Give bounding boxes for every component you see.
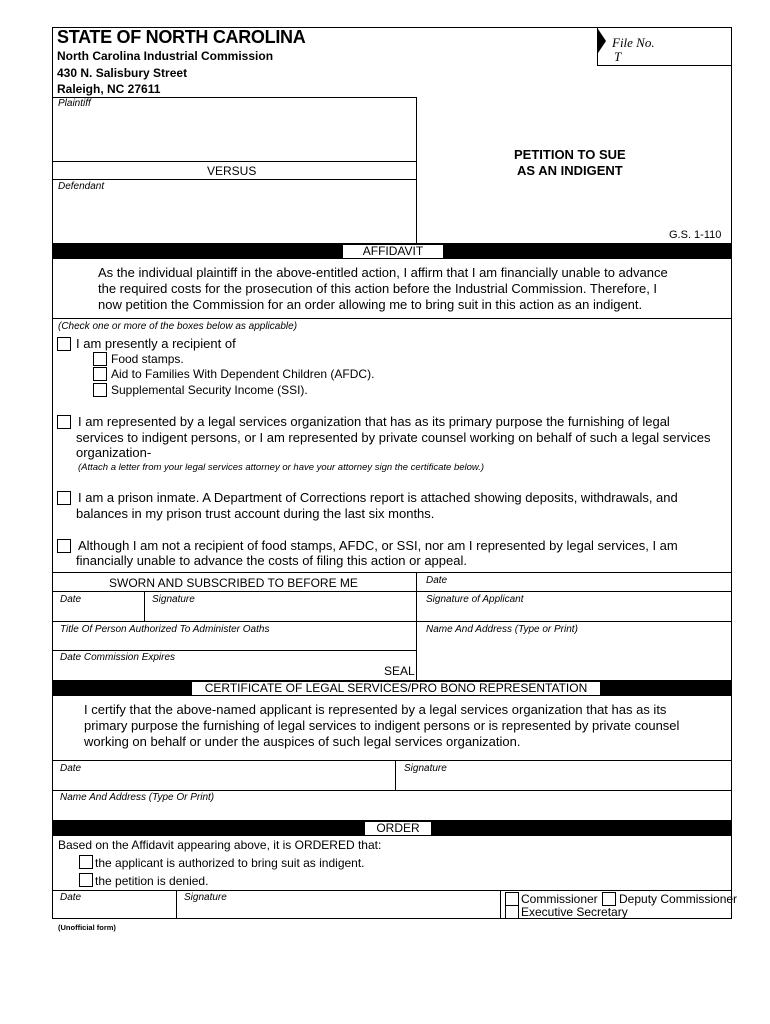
petition-title-line1: PETITION TO SUE (514, 147, 626, 162)
applicant-date-label: Date (426, 575, 448, 586)
defendant-label: Defendant (58, 181, 105, 192)
sworn-date-label: Date (60, 594, 82, 605)
plaintiff-field[interactable] (53, 110, 416, 160)
certificate-line-2: primary purpose the furnishing of legal services to indigent persons or is represented by private counsel (84, 718, 680, 733)
order-date-label: Date (60, 892, 82, 903)
check-instruction: (Check one or more of the boxes below as applicable) (58, 321, 298, 332)
commissioner-checkbox[interactable] (505, 892, 519, 906)
affidavit-heading: AFFIDAVIT (342, 244, 444, 259)
file-no-label: File No. (612, 35, 655, 50)
authorized-checkbox[interactable] (79, 855, 93, 869)
affidavit-intro-1: As the individual plaintiff in the above-entitled action, I affirm that I am financially unable to advance (98, 265, 668, 280)
order-signature-label: Signature (184, 892, 227, 903)
represented-checkbox[interactable] (57, 415, 71, 429)
order-heading: ORDER (364, 821, 432, 836)
file-no-value: T (614, 49, 622, 64)
commission-city: Raleigh, NC 27611 (57, 82, 161, 96)
represented-line-1: I am represented by a legal services organization that has as its primary purpose the furnishing of legal (78, 414, 670, 429)
sworn-signature-label: Signature (152, 594, 195, 605)
other-checkbox[interactable] (57, 539, 71, 553)
ssi-checkbox[interactable] (93, 383, 107, 397)
food-stamps-label: Food stamps. (111, 352, 184, 366)
certificate-name-address-label: Name And Address (Type Or Print) (60, 792, 215, 803)
affidavit-intro-3: now petition the Commission for an order allowing me to bring suit in this action as an indigent. (98, 297, 643, 312)
certificate-heading: CERTIFICATE OF LEGAL SERVICES/PRO BONO REPRESENTATION (191, 681, 601, 696)
petition-title-line2: AS AN INDIGENT (517, 163, 623, 178)
state-title: STATE OF NORTH CAROLINA (57, 27, 306, 47)
versus-label: VERSUS (207, 164, 257, 178)
title-person-label: Title Of Person Authorized To Administer Oaths (60, 624, 270, 635)
applicant-name-address-label: Name And Address (Type or Print) (426, 624, 578, 635)
recipient-checkbox[interactable] (57, 337, 71, 351)
other-line-1: Although I am not a recipient of food stamps, AFDC, or SSI, nor am I represented by legal services, I am (78, 538, 678, 553)
denied-label: the petition is denied. (95, 874, 209, 888)
certificate-date-label: Date (60, 763, 82, 774)
represented-line-3: organization- (76, 445, 152, 460)
unofficial-form-note: (Unofficial form) (58, 923, 116, 932)
sworn-heading: SWORN AND SUBSCRIBED TO BEFORE ME (109, 576, 358, 590)
other-line-2: financially unable to advance the costs of filing this action or appeal. (76, 553, 467, 568)
certificate-line-1: I certify that the above-named applicant is represented by a legal services organization that has as its (84, 702, 667, 717)
certificate-line-3: working on behalf or under the auspices of such legal services organization. (84, 734, 521, 749)
commission-name: North Carolina Industrial Commission (57, 49, 274, 63)
seal-label: SEAL (384, 664, 415, 678)
file-no-arrow-icon (598, 29, 606, 53)
plaintiff-label: Plaintiff (58, 98, 91, 109)
deputy-commissioner-label: Deputy Commissioner (619, 892, 738, 906)
commissioner-label: Commissioner (521, 892, 598, 906)
applicant-signature-label: Signature of Applicant (426, 594, 524, 605)
inmate-checkbox[interactable] (57, 491, 71, 505)
order-intro: Based on the Affidavit appearing above, it is ORDERED that: (58, 838, 382, 852)
inmate-line-2: balances in my prison trust account during the last six months. (76, 506, 435, 521)
deputy-commissioner-checkbox[interactable] (602, 892, 616, 906)
executive-secretary-label: Executive Secretary (521, 905, 628, 919)
represented-line-2: services to indigent persons, or I am represented by private counsel working on behalf of such a legal services (76, 430, 711, 445)
authorized-label: the applicant is authorized to bring suit as indigent. (95, 856, 365, 870)
commission-expires-label: Date Commission Expires (60, 652, 176, 663)
afdc-checkbox[interactable] (93, 367, 107, 381)
afdc-label: Aid to Families With Dependent Children (AFDC). (111, 367, 375, 381)
food-stamps-checkbox[interactable] (93, 352, 107, 366)
statute-reference: G.S. 1-110 (669, 229, 722, 241)
ssi-label: Supplemental Security Income (SSI). (111, 383, 308, 397)
recipient-label: I am presently a recipient of (76, 336, 236, 351)
commission-street: 430 N. Salisbury Street (57, 66, 188, 80)
right-border (731, 27, 732, 918)
certificate-signature-label: Signature (404, 763, 447, 774)
represented-note: (Attach a letter from your legal services attorney or have your attorney sign the certificate below.) (78, 462, 485, 473)
denied-checkbox[interactable] (79, 873, 93, 887)
affidavit-intro-2: the required costs for the prosecution of this action before the Industrial Commission. Therefore, I (98, 281, 658, 296)
executive-secretary-checkbox[interactable] (505, 905, 519, 919)
defendant-field[interactable] (53, 194, 416, 242)
inmate-line-1: I am a prison inmate. A Department of Corrections report is attached showing deposits, withdrawals, and (78, 490, 678, 505)
